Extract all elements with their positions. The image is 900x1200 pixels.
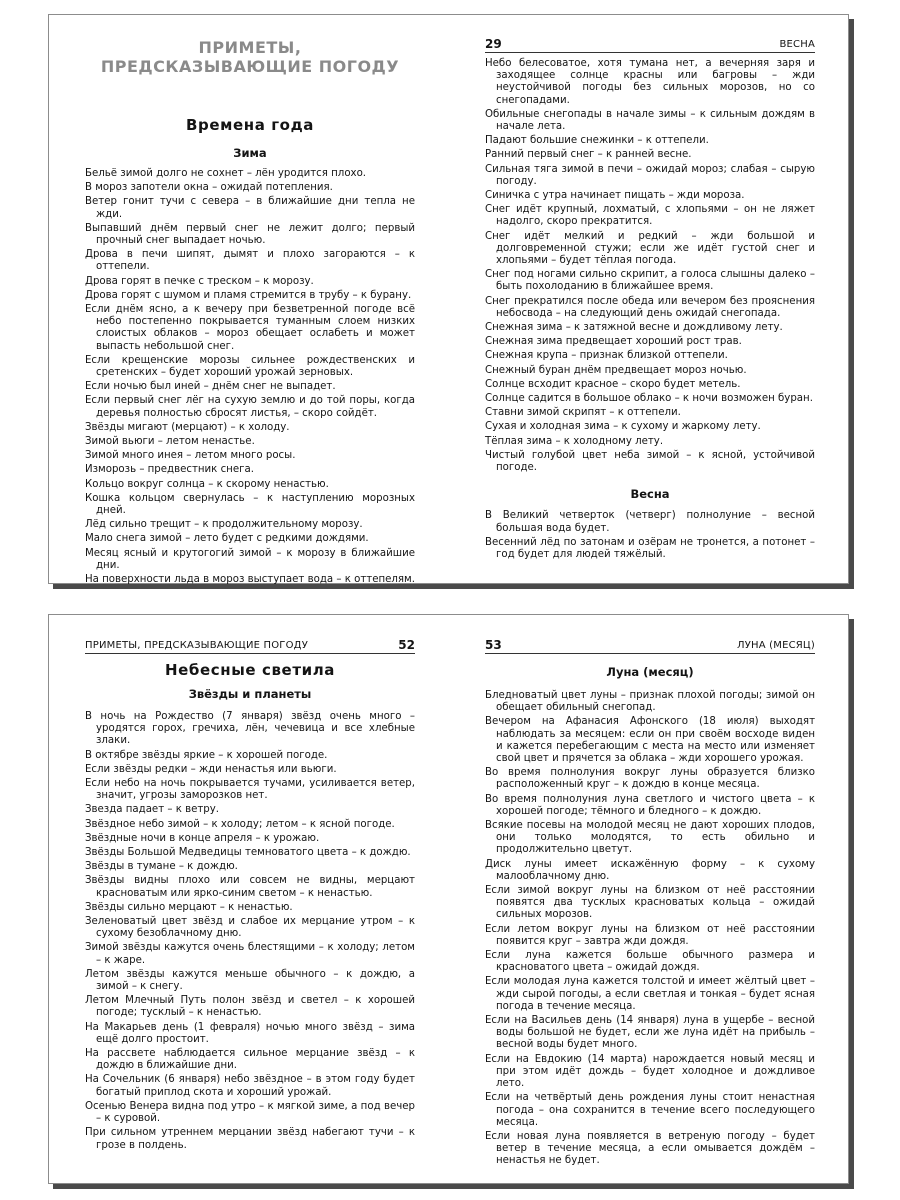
list-item: Бледноватый цвет луны – признак плохой погоды; зимой он обещает обильный снегопад. (485, 690, 815, 714)
book-spread-bottom (48, 614, 849, 1184)
running-head (485, 38, 815, 53)
page-left (85, 615, 415, 1183)
entry-list (85, 168, 415, 586)
page-number: 29 (485, 37, 502, 51)
list-item: Если зимой вокруг луны на близком от неё расстоянии появятся два тусклых красноватых кольца – ожидай сильных морозов. (485, 885, 815, 921)
list-item: Летом звёзды кажутся меньше обычного – к дождю, а зимой – к снегу. (85, 968, 415, 993)
list-item: Звёзды Большой Медведицы темноватого цвета – к дождю. (85, 847, 411, 859)
list-item: На Сочельник (6 января) небо звёздное – в этом году будет богатый приплод скота и хороший урожай. (85, 1074, 415, 1098)
list-item: Если ночью был иней – днём снег не выпадет. (85, 381, 336, 393)
subsection-title: Звёзды и планеты (188, 687, 312, 701)
list-item: В октябре звёзды яркие – к хорошей погоде. (85, 749, 328, 761)
list-item: Тёплая зима – к холодному лету. (485, 435, 664, 447)
list-item: Чистый голубой цвет неба зимой – к ясной, устойчивой погоде. (485, 449, 815, 474)
list-item: Осенью Венера видна под утро – к мягкой зиме, а под вечер – к суровой. (85, 1100, 415, 1125)
list-item: Зимой звёзды кажутся очень блестящими – к холоду; летом – к жаре. (85, 942, 415, 966)
list-item: Снег идёт мелкий и редкий – жди большой и долговременной стужи; если же идёт густой снег и хлопьями – будет тёплая погода. (485, 230, 815, 267)
list-item: Если молодая луна кажется толстой и имеет жёлтый цвет – жди сырой погоды, а если светлая и тонкая – будет ясная погода в течение месяца. (485, 976, 815, 1012)
list-item: Если первый снег лёг на сухую землю и до той поры, когда деревья полностью сбросят листья, – скоро сойдёт. (85, 395, 415, 419)
list-item: Если луна кажется больше обычного размера и красноватого цвета – ожидай дождя. (485, 950, 815, 974)
list-item: Если на четвёртый день рождения луны стоит ненастная погода – она сохранится в течение всего последующего месяца. (485, 1092, 815, 1128)
list-item: Всякие посевы на молодой месяц не дают хороших плодов, они только молодятся, то есть обильно и продолжительно цветут. (485, 820, 815, 856)
list-item: Снежная крупа – признак близкой оттепели. (485, 350, 728, 362)
page-right (485, 615, 815, 1183)
list-item: Если летом вокруг луны на близком от неё расстоянии появится круг – завтра жди дождя. (485, 923, 815, 947)
list-item: Снег прекратился после обеда или вечером без прояснения небосвода – на следующий день ожидай снегопада. (485, 295, 815, 319)
list-item: Солнце всходит красное – скоро будет метель. (485, 378, 741, 390)
list-item: Снежная зима – к затяжной весне и дождливому лету. (485, 322, 783, 334)
list-item: Ветер гонит тучи с севера – в ближайшие дни тепла не жди. (85, 196, 415, 220)
list-item: Солнце садится в большое облако – к ночи возможен буран. (485, 393, 813, 405)
list-item: Звёздное небо зимой – к холоду; летом – к ясной погоде. (85, 818, 395, 830)
list-item: Ранний первый снег – к ранней весне. (485, 149, 692, 161)
list-item: Дрова горят в печке с треском – к морозу. (85, 275, 314, 287)
list-item: Звёзды в тумане – к дождю. (85, 861, 238, 873)
list-item: Кольцо вокруг солнца – к скорому ненастью. (85, 478, 329, 490)
list-item: Падают большие снежинки – к оттепели. (485, 135, 709, 147)
list-item: Снежный буран днём предвещает мороз ночью. (485, 364, 747, 376)
list-item: Дрова горят с шумом и пламя стремится в трубу – к бурану. (85, 289, 412, 301)
running-head (485, 639, 815, 654)
book-spread-top (48, 14, 849, 584)
list-item: Во время полнолуния луна светлого и чистого цвета – к хорошей погоде; тёмного и бледного – к дождю. (485, 793, 815, 817)
chapter-title (85, 38, 415, 76)
list-item: Кошка кольцом свернулась – к наступлению морозных дней. (85, 492, 415, 517)
list-item: Снег идёт крупный, лохматый, с хлопьями – он не ляжет надолго, скоро прекратится. (485, 204, 815, 228)
list-item: Если на Васильев день (14 января) луна в ущербе – весной воды большой не будет, если же луна идёт на прибыль – весной воды будет много. (485, 1015, 815, 1051)
list-item: Звёзды сильно мерцают – к ненастью. (85, 901, 293, 913)
list-item: Звёзды видны плохо или совсем не видны, мерцают красноватым или ярко-синим светом – к ненастью. (85, 875, 415, 899)
running-title: ВЕСНА (779, 39, 815, 50)
list-item: Если новая луна появляется в ветреную погоду – будет ветер в течение месяца, а если омывается дождём – ненастья не будет. (485, 1130, 815, 1167)
running-head (85, 639, 415, 654)
list-item: Синичка с утра начинает пищать – жди мороза. (485, 190, 745, 202)
page-number: 52 (398, 638, 415, 652)
subsection-title: Зима (233, 146, 267, 160)
list-item: Звёздные ночи в конце апреля – к урожаю. (85, 832, 320, 844)
list-item: Мало снега зимой – лето будет с редкими дождями. (85, 533, 369, 545)
list-item: Если крещенские морозы сильнее рождественских и сретенских – будет хороший урожай зерновых. (85, 354, 415, 379)
list-item: В Великий четверток (четверг) полнолуние – весной большая вода будет. (485, 510, 815, 534)
page-number: 53 (485, 638, 502, 652)
page-left (85, 15, 415, 586)
list-item: В ночь на Рождество (7 января) звёзд очень много – уродятся горох, гречиха, лён, чечевица и все хлебные злаки. (85, 711, 415, 747)
entry-list (85, 711, 415, 1152)
list-item: Изморозь – предвестник снега. (85, 464, 254, 476)
entry-list (485, 690, 815, 1168)
list-item: Летом Млечный Путь полон звёзд и светел – к хорошей погоде; тусклый – к ненастью. (85, 995, 415, 1019)
list-item: Дрова в печи шипят, дымят и плохо загораются – к оттепели. (85, 249, 415, 273)
list-item: Сухая и холодная зима – к сухому и жаркому лету. (485, 421, 761, 433)
list-item: Выпавший днём первый снег не лежит долго; первый прочный снег выпадает ночью. (85, 222, 415, 247)
list-item: На рассвете наблюдается сильное мерцание звёзд – к дождю в ближайшие дни. (85, 1048, 415, 1072)
list-item: В мороз запотели окна – ожидай потепления. (85, 182, 333, 194)
list-item: Сильная тяга зимой в печи – ожидай мороз; слабая – сырую погоду. (485, 163, 815, 187)
list-item: Если звёзды редки – жди ненастья или вьюги. (85, 763, 337, 775)
running-title: ПРИМЕТЫ, ПРЕДСКАЗЫВАЮЩИЕ ПОГОДУ (85, 640, 308, 651)
subsection-title: Луна (месяц) (606, 665, 694, 679)
list-item: Если на Евдокию (14 марта) нарождается новый месяц и при этом идёт дождь – будет холодное и дождливое лето. (485, 1053, 815, 1090)
list-item: Звёзды мигают (мерцают) – к холоду. (85, 421, 290, 433)
list-item: Месяц ясный и крутогогий зимой – к морозу в ближайшие дни. (85, 547, 415, 571)
list-item: При сильном утреннем мерцании звёзд набегают тучи – к грозе в полдень. (85, 1127, 415, 1151)
list-item: Во время полнолуния вокруг луны образуется близко расположенный круг – к дождю в конце месяца. (485, 767, 815, 791)
list-item: Обильные снегопады в начале зимы – к сильным дождям в начале лета. (485, 108, 815, 133)
section-title: Времена года (185, 116, 315, 134)
list-item: На поверхности льда в мороз выступает вода – к оттепелям. (85, 574, 415, 586)
list-item: Зеленоватый цвет звёзд и слабое их мерцание утром – к сухому безоблачному дню. (85, 916, 415, 940)
list-item: Если небо на ночь покрывается тучами, усиливается ветер, значит, угрозы заморозков нет. (85, 778, 415, 802)
chapter-title-line: ПРИМЕТЫ, (198, 38, 302, 57)
list-item: Весенний лёд по затонам и озёрам не тронется, а потонет – год будет для людей тяжёлый. (485, 536, 815, 560)
subsection-title: Весна (630, 487, 670, 502)
chapter-title-line: ПРЕДСКАЗЫВАЮЩИЕ ПОГОДУ (100, 57, 400, 76)
list-item: Зимой много инея – летом много росы. (85, 450, 296, 462)
running-title: ЛУНА (МЕСЯЦ) (737, 640, 815, 651)
list-item: Небо белесоватое, хотя тумана нет, а вечерняя заря и заходящее солнце красны или багровы – жди неустойчивой погоды без сильных морозов, но со снегопадами. (485, 58, 815, 106)
entry-list (485, 510, 815, 561)
list-item: Снег под ногами сильно скрипит, а голоса слышны далеко – быть похолоданию в ближайшее время. (485, 269, 815, 293)
list-item: Снежная зима предвещает хороший рост трав. (485, 336, 742, 348)
section-title: Небесные светила (164, 661, 336, 679)
page-right (485, 15, 815, 583)
list-item: Звезда падает – к ветру. (85, 804, 220, 816)
list-item: Лёд сильно трещит – к продолжительному морозу. (85, 519, 363, 531)
list-item: Ставни зимой скрипят – к оттепели. (485, 407, 681, 419)
list-item: Бельё зимой долго не сохнет – лён уродится плохо. (85, 168, 367, 179)
entry-list (485, 58, 815, 474)
list-item: Вечером на Афанасия Афонского (18 июля) выходят наблюдать за месяцем: если он при своём восходе виден и кажется перебегающим с места на место или изменяет свой цвет и прячется за облака – жди хорошего урожая. (485, 716, 815, 765)
list-item: Если днём ясно, а к вечеру при безветренной погоде всё небо постепенно покрывается туманным слоем низких слоистых облаков – мороз обещает ослабеть и может выпасть небольшой снег. (85, 304, 415, 352)
list-item: Зимой вьюги – летом ненастье. (85, 436, 255, 448)
list-item: Диск луны имеет искажённую форму – к сухому малооблачному дню. (485, 858, 815, 882)
list-item: На Макарьев день (1 февраля) ночью много звёзд – зима ещё долго простоит. (85, 1021, 415, 1045)
